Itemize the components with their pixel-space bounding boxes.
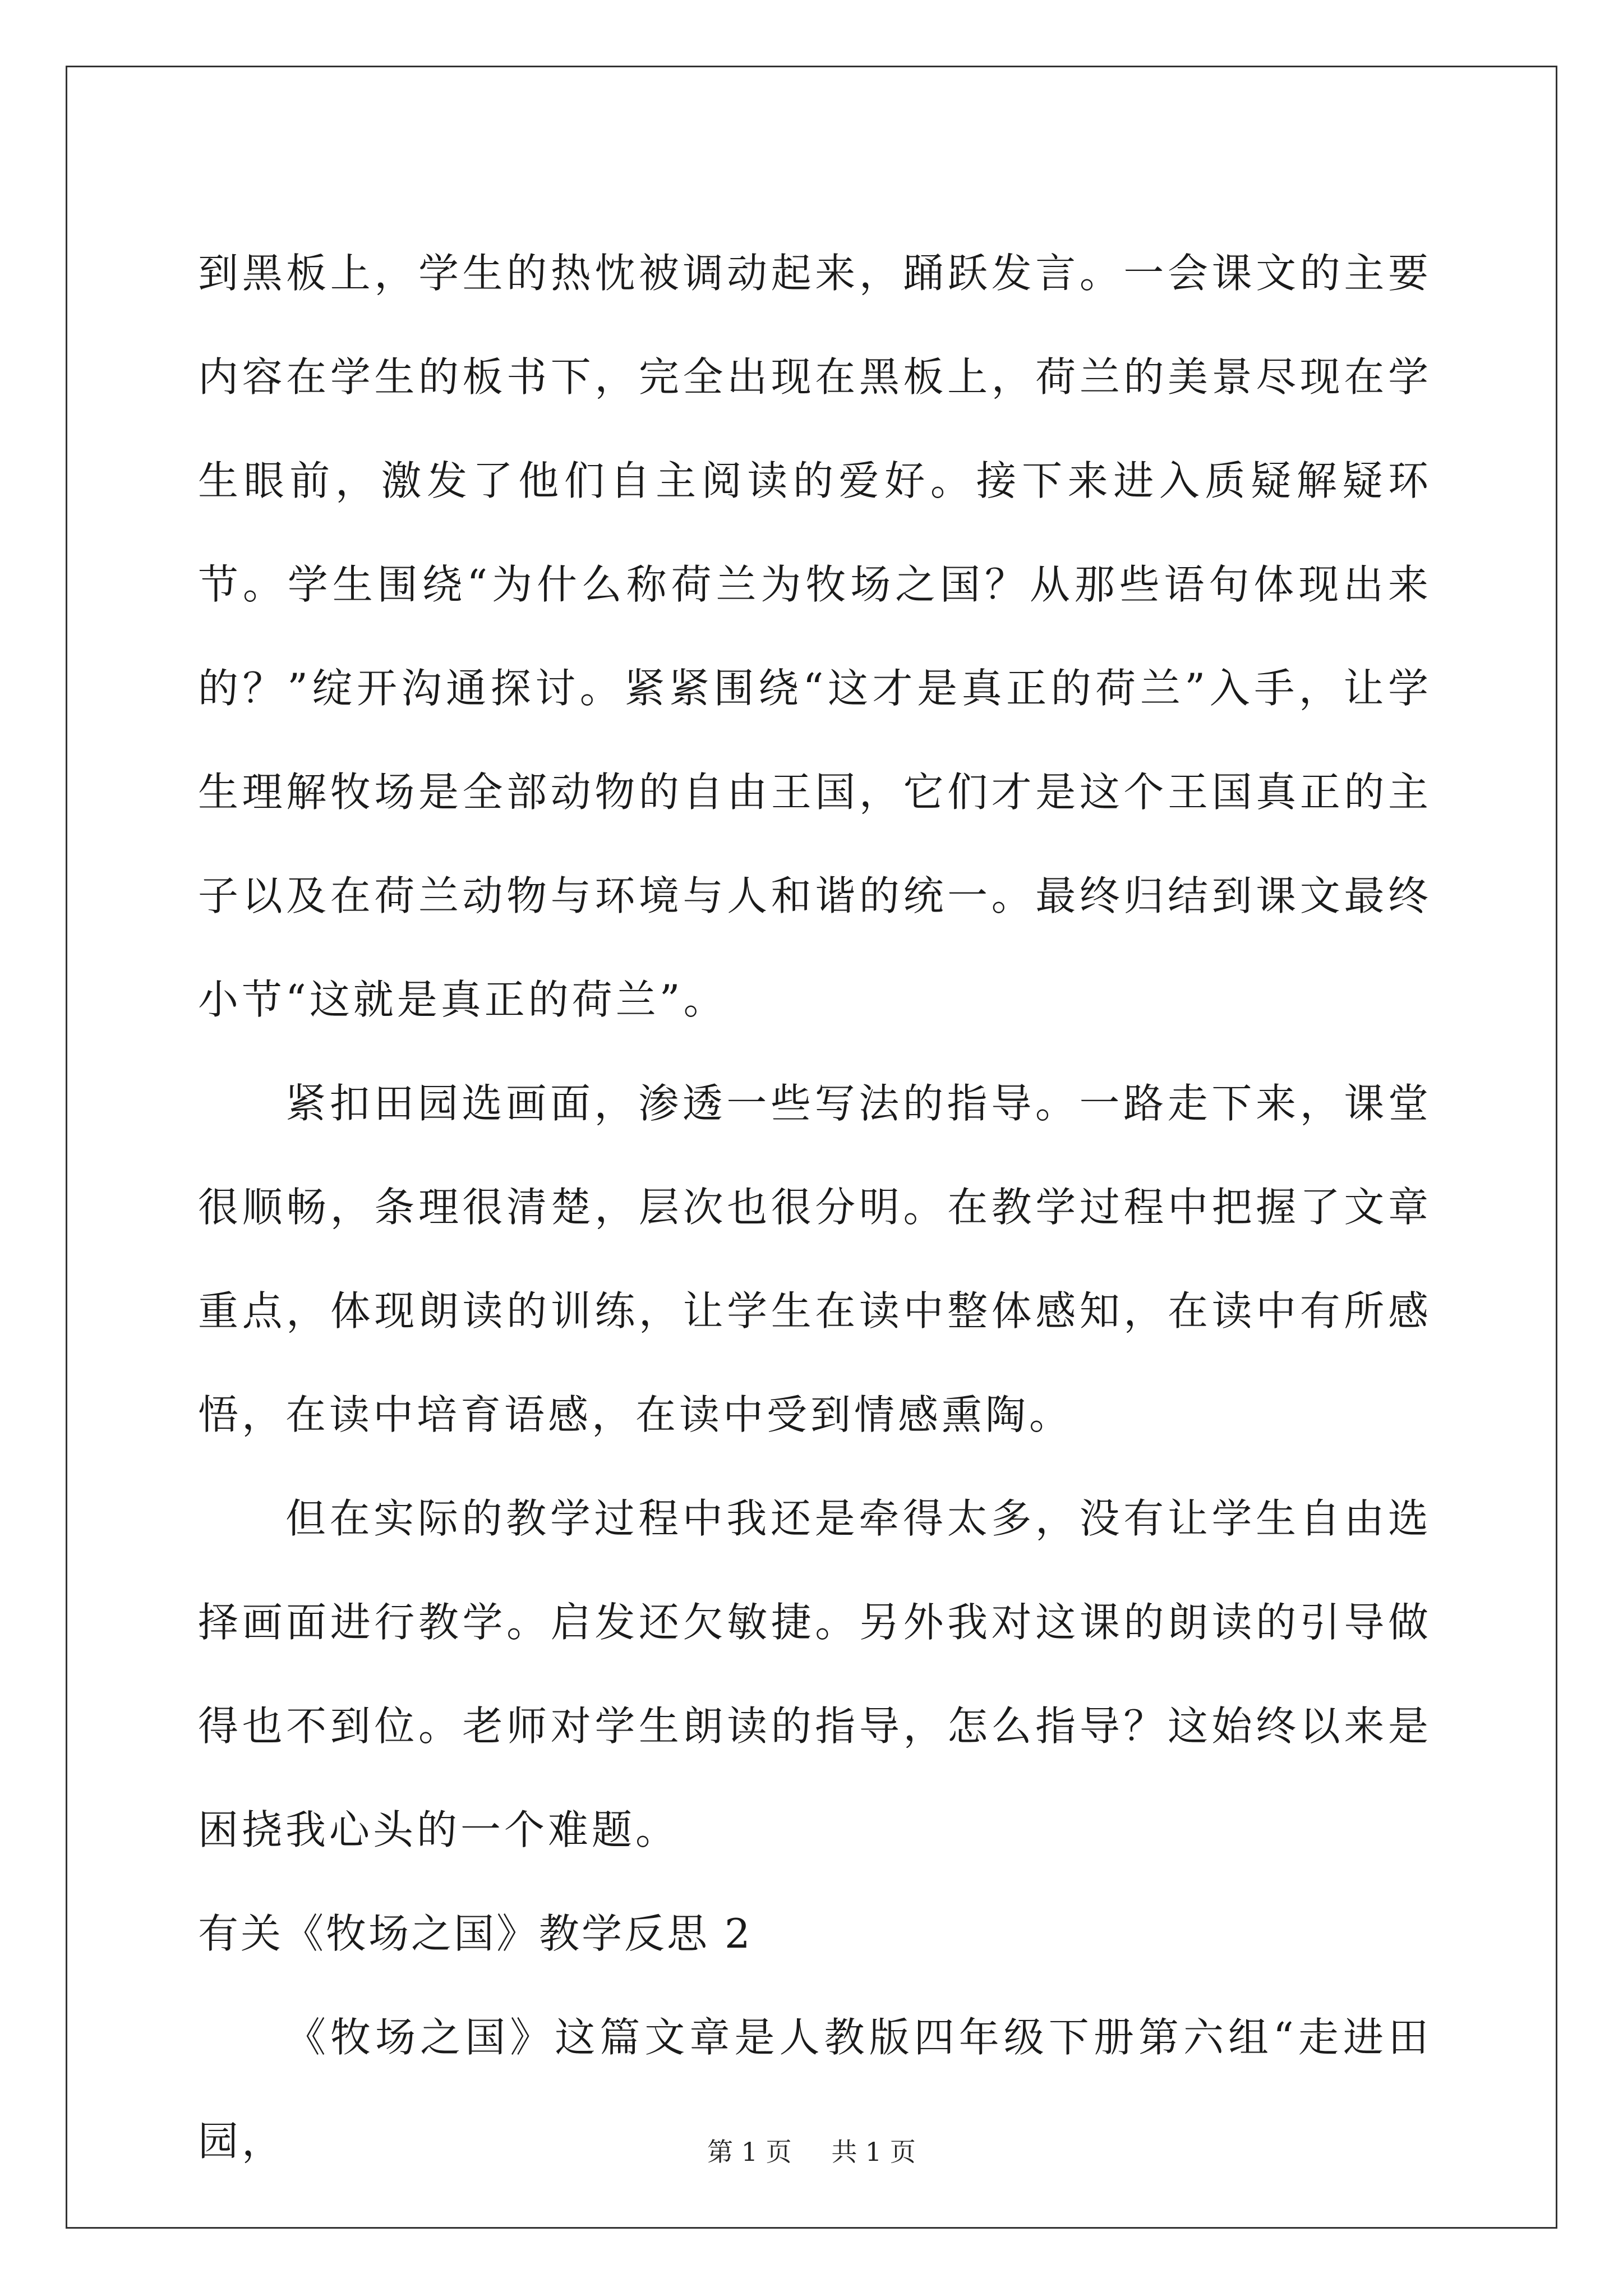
page-footer <box>0 2132 1623 2169</box>
page-number: 第 1 页 <box>707 2137 792 2167</box>
paragraph-1: 到黑板上，学生的热忱被调动起来，踊跃发言。一会课文的主要内容在学生的板书下，完全出现在黑板上，荷兰的美景尽现在学生眼前，激发了他们自主阅读的爱好。接下来进入质疑解疑环节。学生围绕“为什么称荷兰为牧场之国？从那些语句体现出来的？”绽开沟通探讨。紧紧围绕“这才是真正的荷兰”入手，让学生理解牧场是全部动物的自由王国，它们才是这个王国真正的主子以及在荷兰动物与环境与人和谐的统一。最终归结到课文最终小节“这就是真正的荷兰”。 <box>198 250 1432 1023</box>
section-paragraph: 《牧场之国》这篇文章是人教版四年级下册第六组“走进田园， <box>198 2014 1432 2165</box>
document-body <box>198 222 1432 2193</box>
paragraph-3: 但在实际的教学过程中我还是牵得太多，没有让学生自由选择画面进行教学。启发还欠敏捷。另外我对这课的朗读的引导做得也不到位。老师对学生朗读的指导，怎么指导？这始终以来是困挠我心头的一个难题。 <box>198 1495 1432 1853</box>
page-total: 共 1 页 <box>831 2137 916 2167</box>
section-title: 有关《牧场之国》教学反思 2 <box>198 1910 753 1957</box>
paragraph-2: 紧扣田园选画面，渗透一些写法的指导。一路走下来，课堂很顺畅，条理很清楚，层次也很分明。在教学过程中把握了文章重点，体现朗读的训练，让学生在读中整体感知，在读中有所感悟，在读中培育语感，在读中受到情感熏陶。 <box>198 1080 1432 1438</box>
